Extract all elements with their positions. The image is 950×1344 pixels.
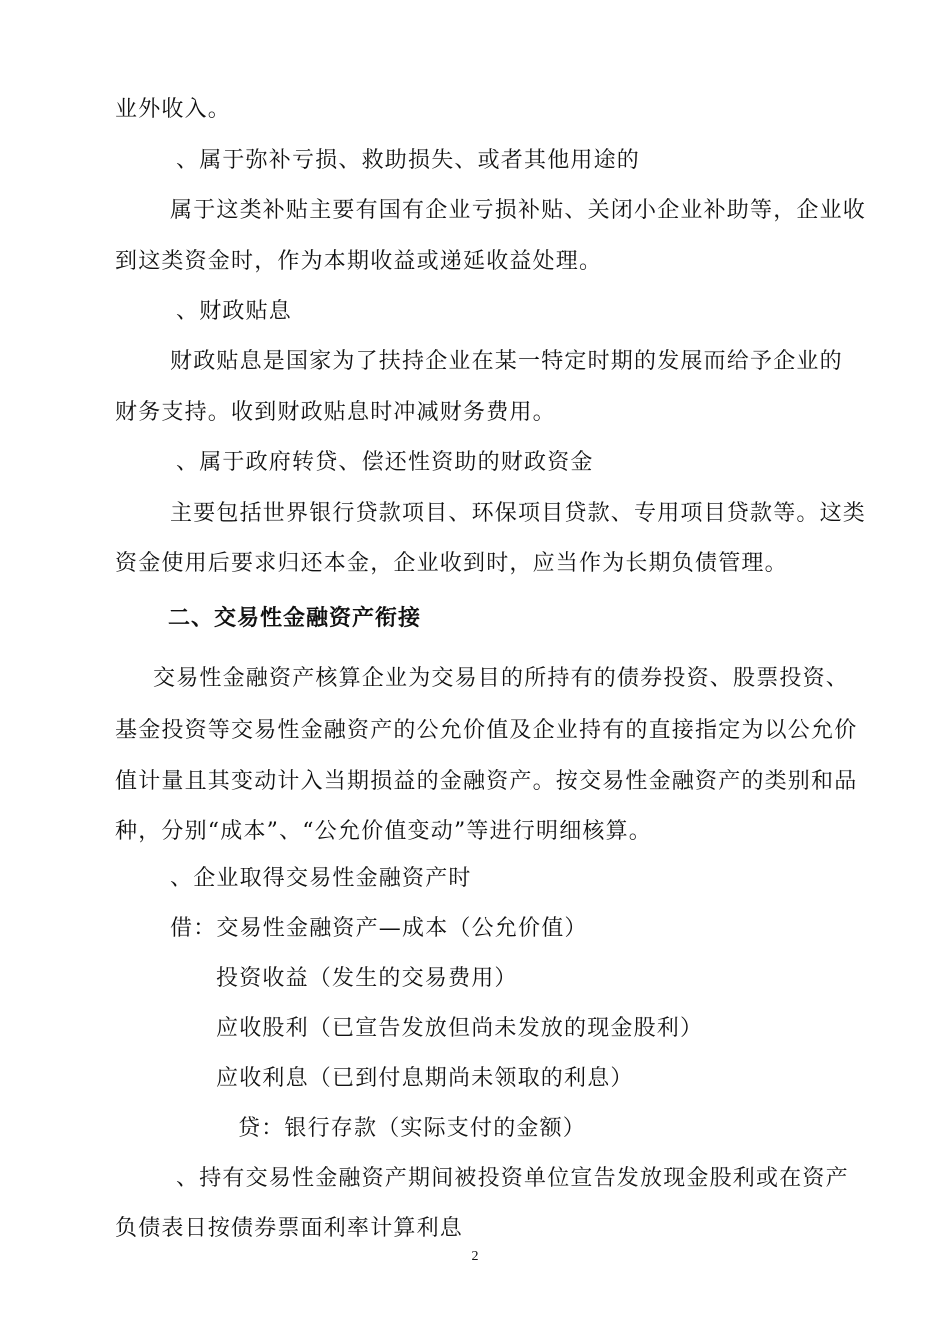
journal-entry-debit: 借：交易性金融资产—成本（公允价值） <box>170 916 588 941</box>
text-line: 种，分别“成本”、“公允价值变动”等进行明细核算。 <box>115 819 652 844</box>
text-line: 财政贴息是国家为了扶持企业在某一特定时期的发展而给予企业的 <box>170 349 843 374</box>
journal-entry-line: 应收利息（已到付息期尚未领取的利息） <box>216 1066 634 1091</box>
journal-entry-credit: 贷：银行存款（实际支付的金额） <box>238 1116 587 1141</box>
text-line: 到这类资金时，作为本期收益或递延收益处理。 <box>115 249 603 274</box>
text-line: 属于这类补贴主要有国有企业亏损补贴、关闭小企业补助等，企业收 <box>170 198 867 223</box>
text-line: 负债表日按债券票面利率计算利息 <box>115 1216 464 1241</box>
text-line: 财务支持。收到财政贴息时冲减财务费用。 <box>115 400 556 425</box>
text-line: 值计量且其变动计入当期损益的金融资产。按交易性金融资产的类别和品 <box>115 769 858 794</box>
page-number: 2 <box>471 1249 479 1264</box>
text-line: 交易性金融资产核算企业为交易目的所持有的债券投资、股票投资、 <box>153 666 850 691</box>
text-line: 主要包括世界银行贷款项目、环保项目贷款、专用项目贷款等。这类 <box>170 501 867 526</box>
section-heading: 二、交易性金融资产衔接 <box>168 606 422 631</box>
text-line: 资金使用后要求归还本金，企业收到时，应当作为长期负债管理。 <box>115 551 788 576</box>
text-line: 基金投资等交易性金融资产的公允价值及企业持有的直接指定为以公允价 <box>115 718 858 743</box>
list-item-heading: 、企业取得交易性金融资产时 <box>170 866 472 891</box>
list-item-heading: 、财政贴息 <box>176 299 293 324</box>
list-item-heading: 、持有交易性金融资产期间被投资单位宣告发放现金股利或在资产 <box>176 1166 849 1191</box>
journal-entry-line: 投资收益（发生的交易费用） <box>216 966 518 991</box>
list-item-heading: 、属于弥补亏损、救助损失、或者其他用途的 <box>176 148 641 173</box>
journal-entry-line: 应收股利（已宣告发放但尚未发放的现金股利） <box>216 1016 704 1041</box>
text-line: 业外收入。 <box>115 97 232 122</box>
list-item-heading: 、属于政府转贷、偿还性资助的财政资金 <box>176 450 594 475</box>
